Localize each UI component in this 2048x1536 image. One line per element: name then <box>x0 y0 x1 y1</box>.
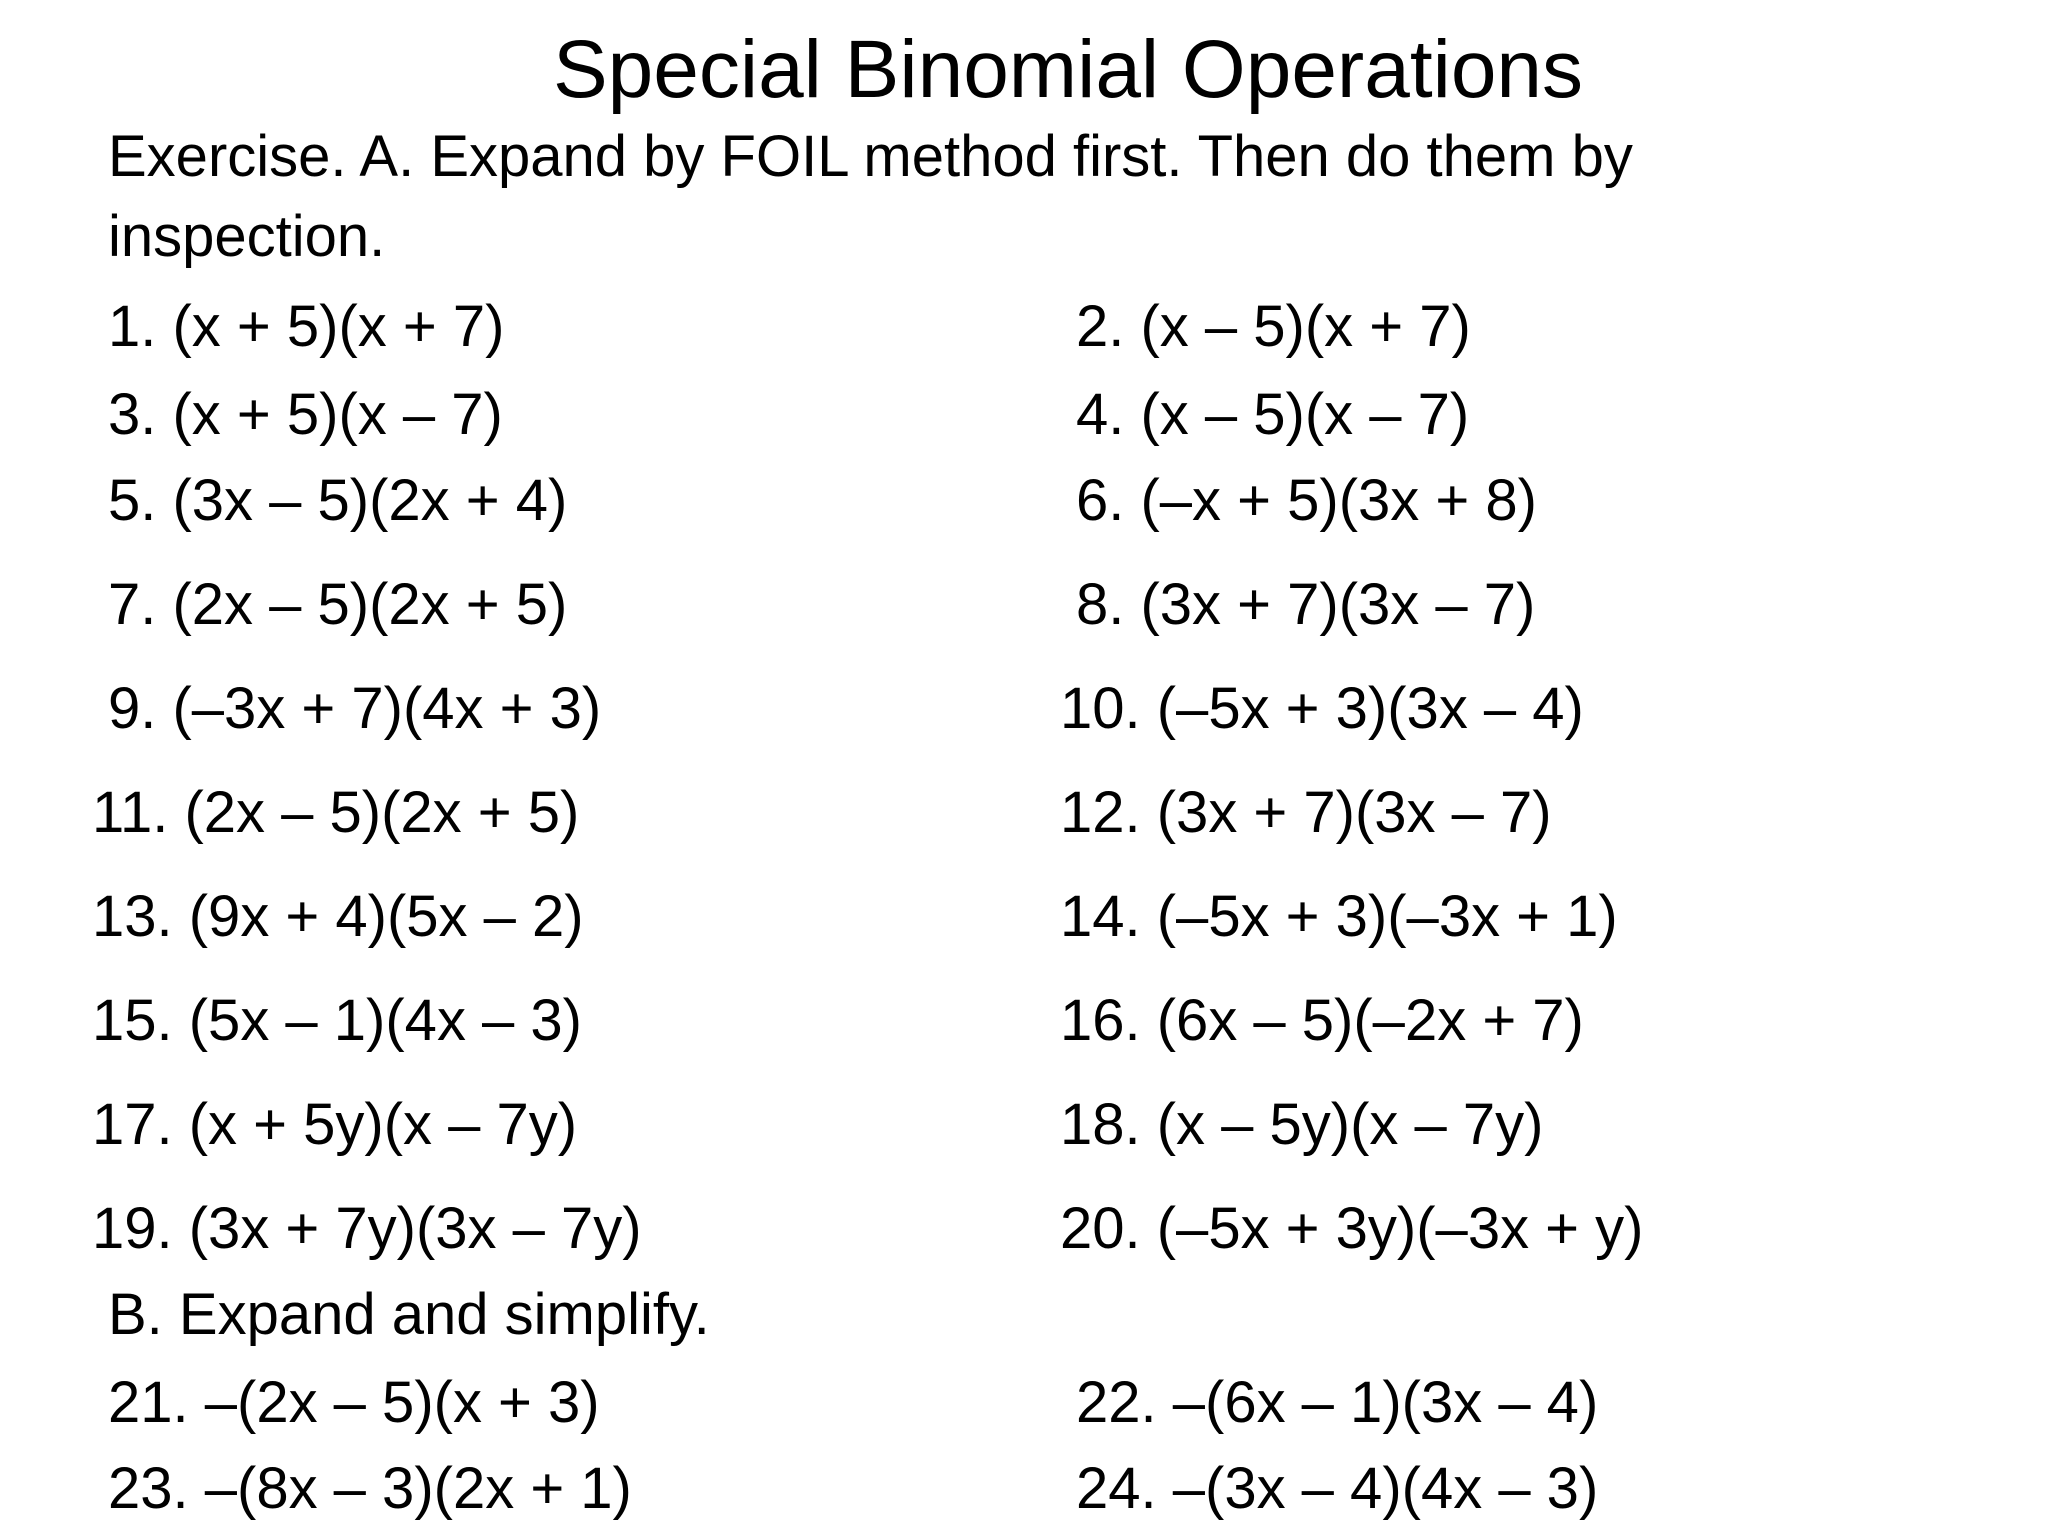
problem-8: 8. (3x + 7)(3x – 7) <box>1076 572 1536 637</box>
problem-6: 6. (–x + 5)(3x + 8) <box>1076 468 1537 533</box>
problem-14: 14. (–5x + 3)(–3x + 1) <box>1060 884 1618 949</box>
problem-9: 9. (–3x + 7)(4x + 3) <box>108 676 602 741</box>
problem-12: 12. (3x + 7)(3x – 7) <box>1060 780 1552 845</box>
problem-16: 16. (6x – 5)(–2x + 7) <box>1060 988 1584 1053</box>
problem-23: 23. –(8x – 3)(2x + 1) <box>108 1456 632 1521</box>
problem-3: 3. (x + 5)(x – 7) <box>108 382 503 447</box>
problem-5: 5. (3x – 5)(2x + 4) <box>108 468 568 533</box>
problem-10: 10. (–5x + 3)(3x – 4) <box>1060 676 1584 741</box>
page-title <box>0 22 2048 118</box>
page-title-text: Special Binomial Operations <box>552 24 1584 115</box>
problem-21: 21. –(2x – 5)(x + 3) <box>108 1370 600 1435</box>
problem-19: 19. (3x + 7y)(3x – 7y) <box>92 1196 642 1261</box>
problem-7: 7. (2x – 5)(2x + 5) <box>108 572 568 637</box>
problem-1: 1. (x + 5)(x + 7) <box>108 294 505 359</box>
problem-13: 13. (9x + 4)(5x – 2) <box>92 884 584 949</box>
problem-18: 18. (x – 5y)(x – 7y) <box>1060 1092 1544 1157</box>
problem-17: 17. (x + 5y)(x – 7y) <box>92 1092 578 1157</box>
problem-4: 4. (x – 5)(x – 7) <box>1076 382 1470 447</box>
problem-22: 22. –(6x – 1)(3x – 4) <box>1076 1370 1599 1435</box>
exercise-instructions-line-1: Exercise. A. Expand by FOIL method first. Then do them by <box>108 124 1633 189</box>
problem-24: 24. –(3x – 4)(4x – 3) <box>1076 1456 1599 1521</box>
exercise-instructions-line-2: inspection. <box>108 204 386 269</box>
problem-20: 20. (–5x + 3y)(–3x + y) <box>1060 1196 1644 1261</box>
problem-15: 15. (5x – 1)(4x – 3) <box>92 988 582 1053</box>
problem-2: 2. (x – 5)(x + 7) <box>1076 294 1471 359</box>
section-b-heading: B. Expand and simplify. <box>108 1282 710 1347</box>
problem-11: 11. (2x – 5)(2x + 5) <box>92 780 580 845</box>
